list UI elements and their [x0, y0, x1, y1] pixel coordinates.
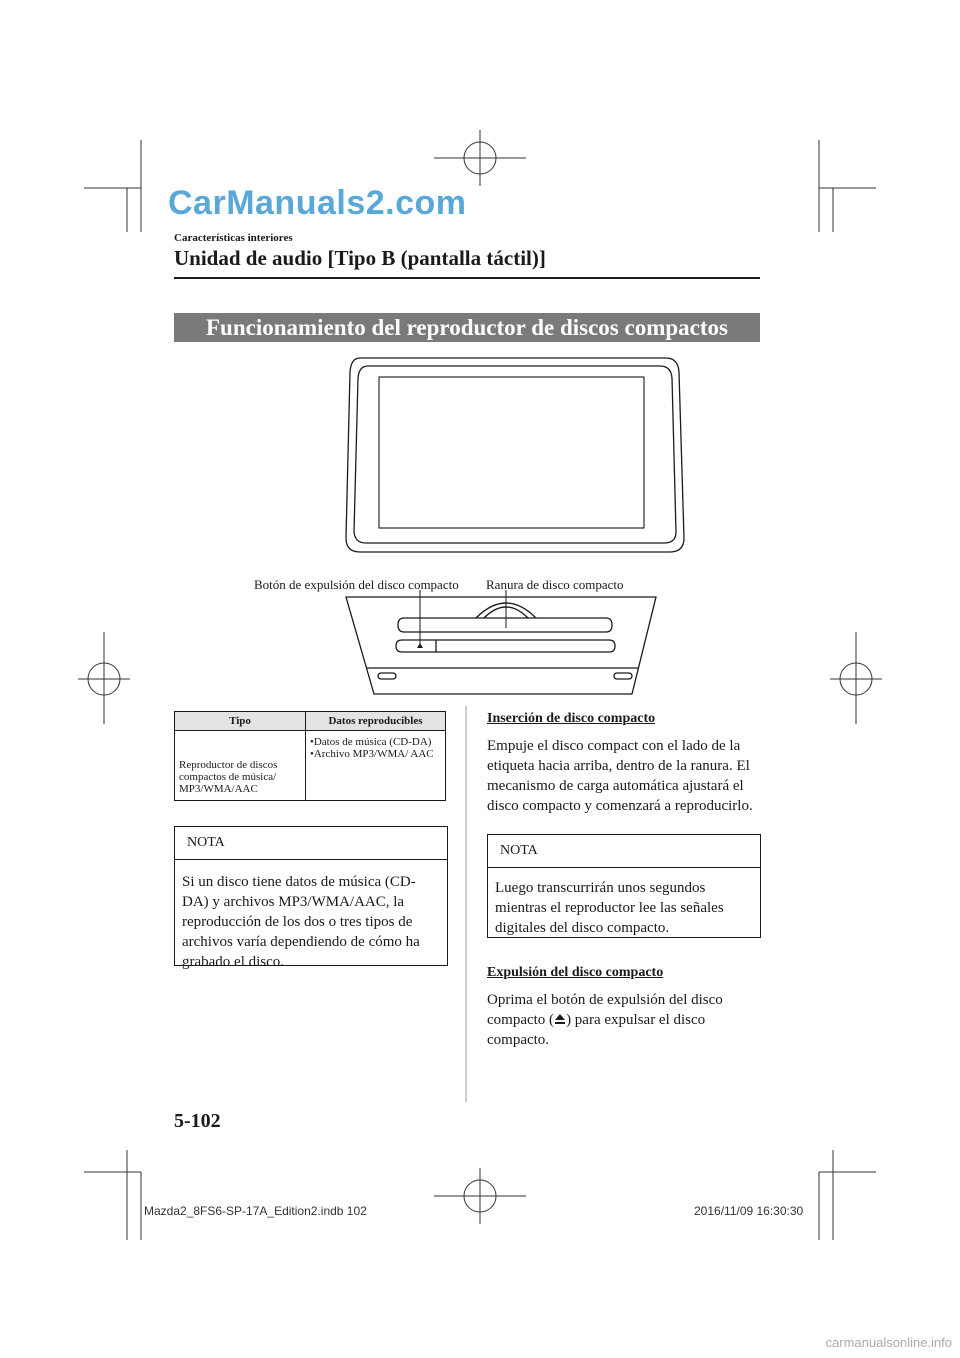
- section-title: Características interiores: [174, 232, 293, 244]
- chapter-title: Unidad de audio [Tipo B (pantalla táctil)]: [174, 246, 546, 270]
- note-box-right: [487, 834, 761, 938]
- table-header-data: Datos reproducibles: [306, 712, 446, 731]
- eject-button-outline: [396, 640, 615, 652]
- note-title: NOTA: [175, 827, 447, 860]
- note-title: NOTA: [488, 835, 760, 868]
- footer-file: Mazda2_8FS6-SP-17A_Edition2.indb 102: [144, 1204, 367, 1218]
- section-banner: Funcionamiento del reproductor de discos compactos: [174, 313, 760, 342]
- list-item: •Datos de música (CD-DA): [310, 736, 432, 748]
- touch-screen: [379, 377, 644, 528]
- header-rule: [174, 277, 760, 279]
- eject-icon: [554, 1013, 566, 1025]
- eject-text: Oprima el botón de expulsión del disco compacto ( ) para expulsar el disco compacto.: [487, 992, 723, 1048]
- audio-unit-illustration: [340, 352, 690, 702]
- footer-datetime: 2016/11/09 16:30:30: [694, 1204, 804, 1218]
- table-cell-type: Reproductor de discos compactos de música/ MP3/WMA/AAC: [175, 731, 306, 801]
- playable-data-table: [174, 711, 446, 801]
- display-outer-bezel: [346, 358, 684, 552]
- table-cell-data: [306, 731, 446, 801]
- note-text: Luego transcurrirán unos segundos mientras el reproductor lee las señales digitales del disco compacto.: [495, 880, 724, 936]
- page-number: 5-102: [174, 1110, 221, 1132]
- eject-heading: Expulsión del disco compacto: [487, 965, 664, 980]
- label-disc-slot: Ranura de disco compacto: [486, 577, 624, 592]
- insert-text: Empuje el disco compact con el lado de la etiqueta hacia arriba, dentro de la ranura. El mecanismo de carga automática ajustará el disco compacto y comenzará a reproducirlo.: [487, 738, 753, 814]
- display-inner-bezel: [354, 366, 676, 543]
- site-watermark-logo: CarManuals2.com: [168, 184, 467, 222]
- note-text: Si un disco tiene datos de música (CD-DA) y archivos MP3/WMA/AAC, la reproducción de los dos o tres tipos de archivos varía dependiendo de cómo ha grabado el disco.: [182, 874, 420, 970]
- note-box-left: [174, 826, 448, 970]
- insert-heading: Inserción de disco compacto: [487, 711, 656, 726]
- table-row: [175, 731, 446, 801]
- label-eject-button: Botón de expulsión del disco compacto: [254, 577, 459, 592]
- eject-icon: [417, 643, 423, 648]
- disc-slot: [398, 618, 612, 632]
- site-watermark: carmanualsonline.info: [825, 1335, 952, 1350]
- table-header-type: Tipo: [175, 712, 306, 731]
- list-item: •Archivo MP3/WMA/ AAC: [310, 748, 434, 760]
